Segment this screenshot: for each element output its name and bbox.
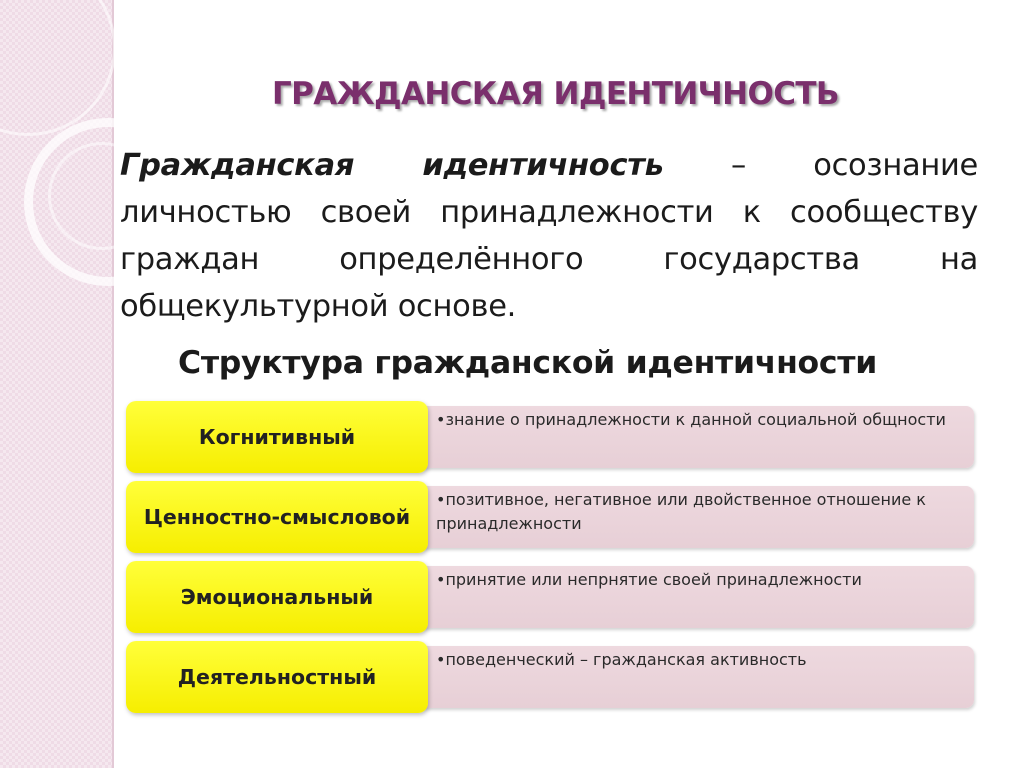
- slide-title: ГРАЖДАНСКАЯ ИДЕНТИЧНОСТЬ: [272, 76, 839, 112]
- definition-text: – осознание личностью своей принадлежности к сообществу граждан определённого государства на общекультурной основе.: [120, 148, 978, 324]
- structure-row-cognitive: [126, 401, 976, 473]
- structure-subtitle: Структура гражданской идентичности: [178, 345, 877, 381]
- structure-row-emotional: [126, 561, 976, 633]
- component-label-box: [126, 481, 428, 553]
- description-box: [416, 406, 974, 468]
- definition-paragraph: [120, 142, 978, 330]
- component-label-box: [126, 641, 428, 713]
- component-label: Деятельностный: [177, 665, 377, 689]
- component-label: Когнитивный: [198, 425, 356, 449]
- description-box: [416, 486, 974, 548]
- description-text: •позитивное, негативное или двойственное отношение к принадлежности: [436, 490, 926, 533]
- side-stripe-edge: [112, 0, 114, 768]
- description-text: •знание о принадлежности к данной социальной общности: [436, 410, 946, 429]
- component-label: Ценностно-смысловой: [143, 505, 411, 529]
- definition-term: Гражданская идентичность: [120, 148, 664, 183]
- description-text: •поведенческий – гражданская активность: [436, 650, 807, 669]
- component-label-box: [126, 401, 428, 473]
- description-box: [416, 646, 974, 708]
- description-text: •принятие или непрнятие своей принадлежности: [436, 570, 862, 589]
- description-box: [416, 566, 974, 628]
- structure-row-value-semantic: [126, 481, 976, 553]
- structure-row-activity: [126, 641, 976, 713]
- structure-list: [126, 401, 976, 721]
- component-label-box: [126, 561, 428, 633]
- component-label: Эмоциональный: [180, 585, 374, 609]
